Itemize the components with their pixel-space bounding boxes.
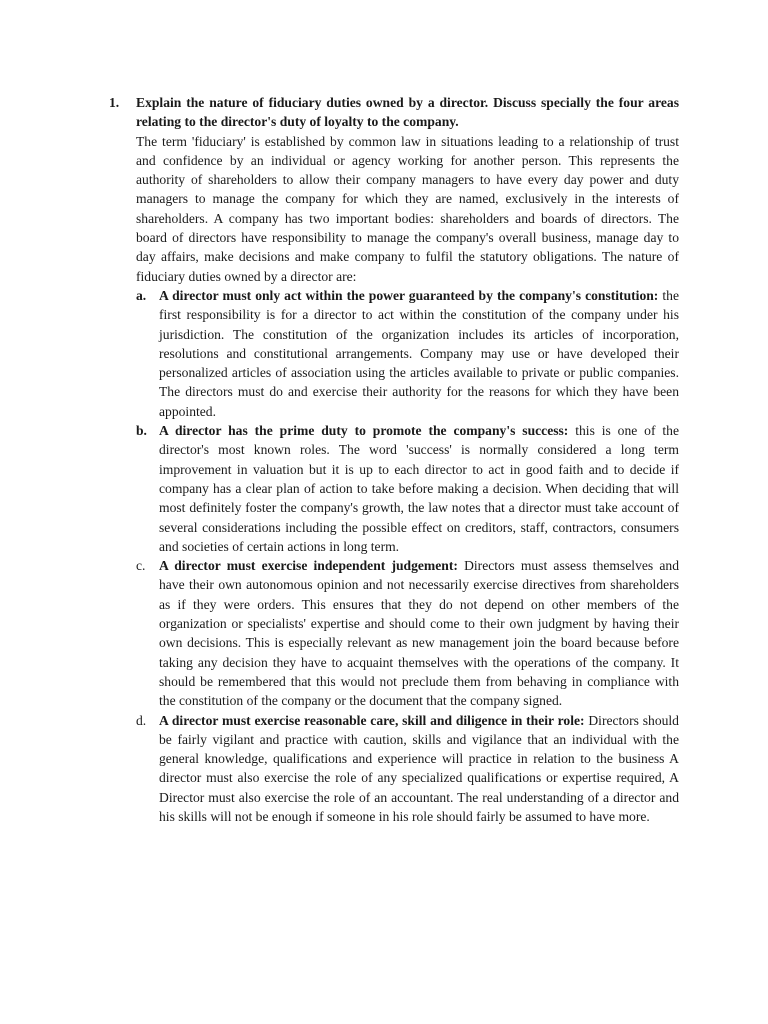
list-item-text: Directors should be fairly vigilant and practice with caution, skills and vigilance that an individual with the general knowledge, qualifications and experience will practice in relation to the business A director must also exercise the role of any specialized qualifications or expertise required, A Director must also exercise the role of an accountant. The real understanding of a director and his skills will not be enough if someone in his role should fairly be assumed to have more. <box>159 712 679 824</box>
list-item <box>136 421 679 556</box>
list-item <box>136 286 679 421</box>
list-item-text: Directors must assess themselves and have their own autonomous opinion and not necessarily exercise directives from shareholders as if they were orders. This ensures that they do not depend on other members of the organization or specialists' expertise and should come to their own judgment by having their own decisions. This is especially relevant as new management join the board because before taking any decision they have to acquaint themselves with the operations of the company. It should be remembered that this would not preclude them from behaving in compliance with the constitution of the company or the document that the company signed. <box>159 558 679 709</box>
list-item-heading: A director has the prime duty to promote the company's success: <box>159 423 569 439</box>
list-item <box>136 711 679 827</box>
list-item-heading: A director must only act within the power guaranteed by the company's constitution: <box>159 287 659 303</box>
intro-paragraph: The term 'fiduciary' is established by common law in situations leading to a relationship of trust and confidence by an individual or agency working for another person. This represents the authority of shareholders to allow their company managers to have every day power and duty managers to manage the company for which they are named, exclusively in the interests of shareholders. A company has two important bodies: shareholders and boards of directors. The board of directors have responsibility to manage the company's overall business, manage day to day affairs, make decisions and make company to fulfil the statutory obligations. The nature of fiduciary duties owned by a director are: <box>136 133 679 284</box>
list-item <box>136 556 679 710</box>
duties-list <box>136 286 679 826</box>
list-item-heading: A director must exercise independent judgement: <box>159 558 458 574</box>
list-item-marker: b. <box>136 423 147 439</box>
question-title: Explain the nature of fiduciary duties owned by a director. Discuss specially the four areas relating to the director's duty of loyalty to the company. <box>136 95 679 130</box>
list-item-marker: c. <box>136 558 146 574</box>
question-number: 1. <box>109 95 120 110</box>
list-item-text: this is one of the director's most known roles. The word 'success' is normally considered a long term improvement in valuation but it is up to each director to act in good faith and to decide if company has a clear plan of action to take before making a decision. When deciding that will most definitely foster the company's growth, the law notes that a director must take account of several considerations including the possible effect on creditors, staff, contractors, consumers and societies of certain actions in long term. <box>159 423 679 554</box>
list-item-heading: A director must exercise reasonable care, skill and diligence in their role: <box>159 712 585 728</box>
list-item-marker: d. <box>136 712 147 728</box>
question-block <box>109 93 679 826</box>
question-body <box>136 93 679 826</box>
list-item-marker: a. <box>136 287 147 303</box>
list-item-text: the first responsibility is for a director to act within the constitution of the company under his jurisdiction. The constitution of the organization includes its articles of incorporation, resolutions and constitutional arrangements. Company may use or have developed their personalized articles of association using the articles available to private or public companies. The directors must do and exercise their authority for the reasons for which they have been appointed. <box>159 287 679 419</box>
